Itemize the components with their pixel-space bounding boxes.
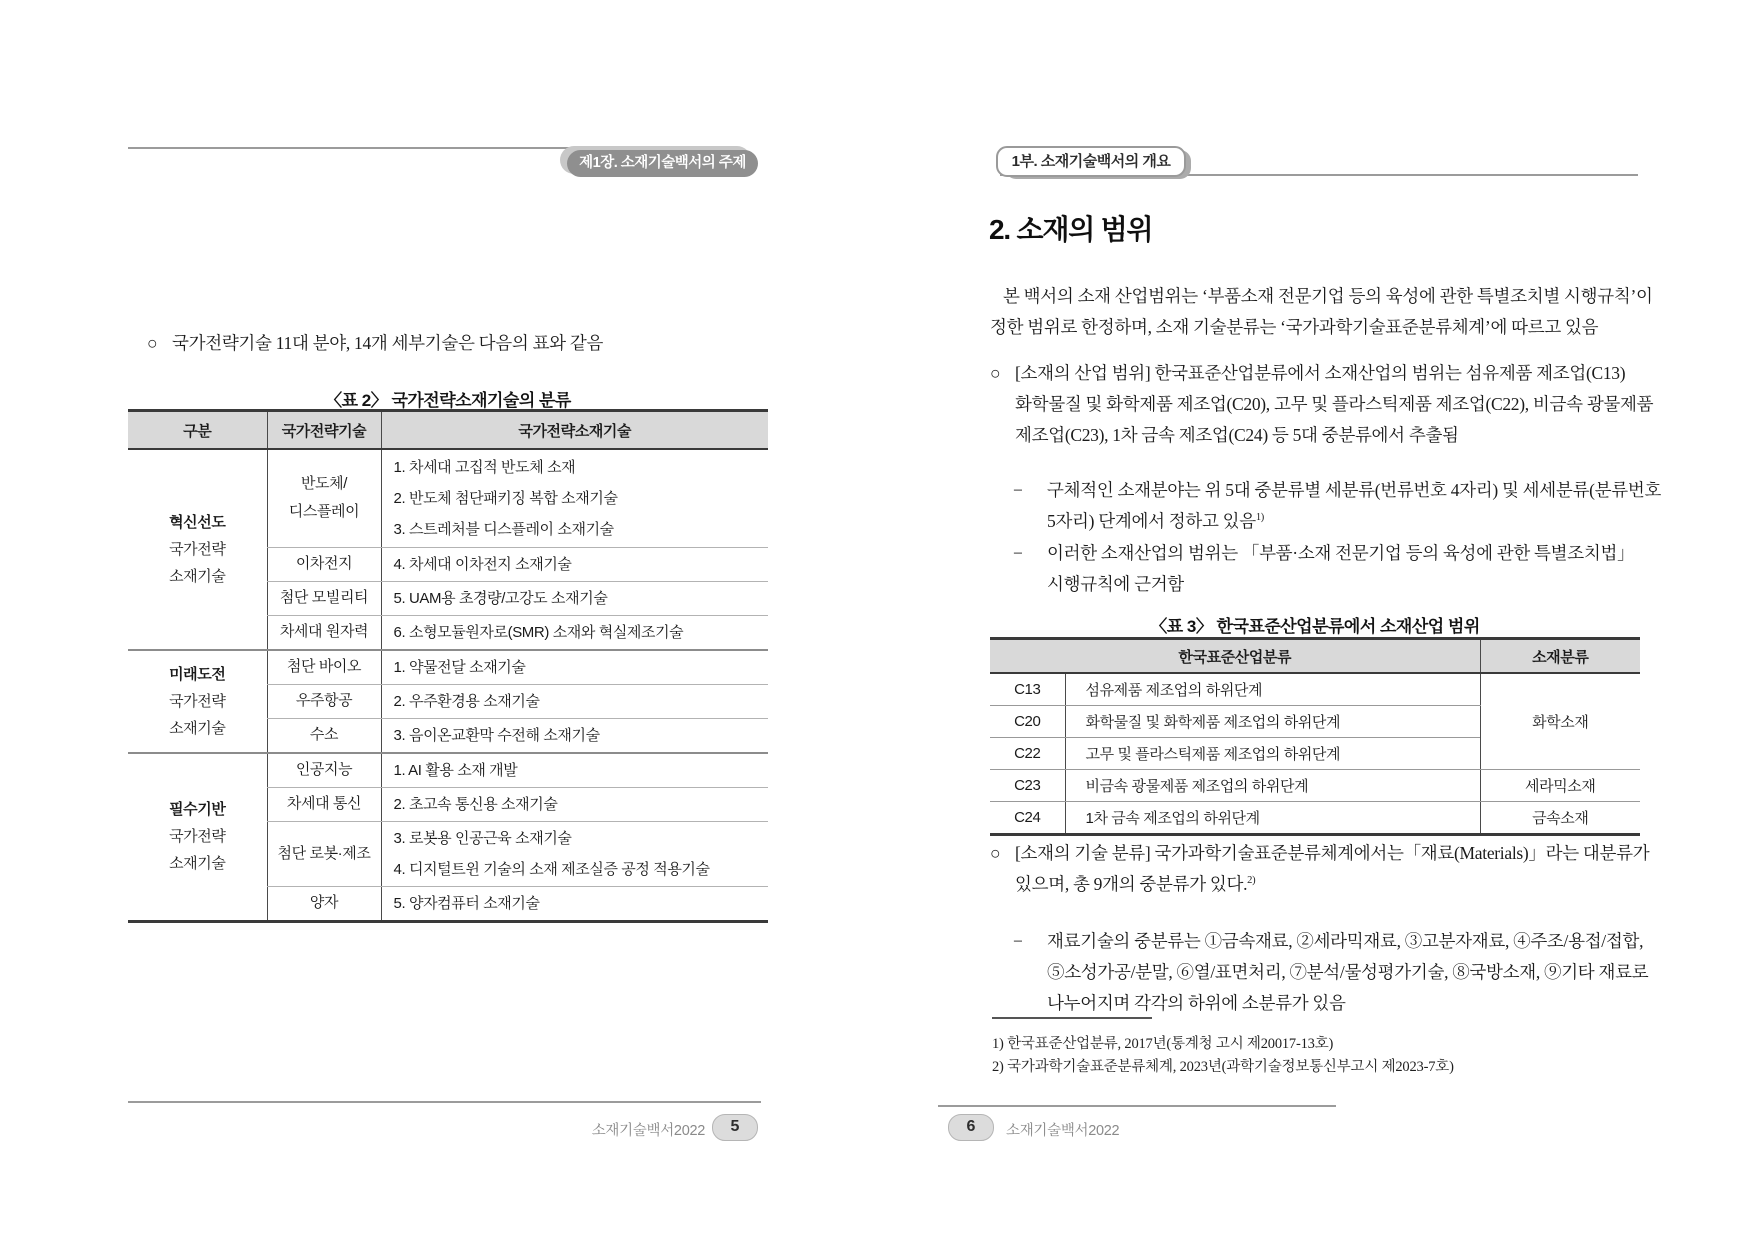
group-innovation-lead — [128, 449, 267, 650]
materials-cell: 1. 약물전달 소재기술 — [381, 650, 768, 685]
bullet2-line-2: 있으며, 총 9개의 중분류가 있다.$^{2)}$ — [1015, 874, 1256, 894]
group-label-bold: 혁신선도 — [169, 513, 226, 531]
material-category-chemical: 화학소재 — [1480, 673, 1640, 770]
tech-cell: 차세대 통신 — [267, 787, 381, 821]
ksic-code: C20 — [990, 706, 1065, 738]
right-page-number: 6 — [948, 1114, 994, 1141]
group-label-bold: 필수기반 — [169, 801, 226, 818]
footnote-2: 2) 국가과학기술표준분류체계, 2023년(과학기술정보통신부고시 제2023-7호) — [992, 1059, 1454, 1075]
materials-cell: 2. 초고속 통신용 소재기술 — [381, 787, 768, 821]
tech-cell: 반도체/ 디스플레이 — [267, 449, 381, 547]
footnote-1: 1) 한국표준산업분류, 2017년(통계청 고시 제20017-13호) — [992, 1036, 1334, 1052]
ksic-code: C24 — [990, 802, 1065, 835]
left-header-tab-label: 제1장. 소재기술백서의 주제 — [567, 150, 758, 177]
bullet1-line-2: 화학물질 및 화학제품 제조업(C20), 고무 및 플라스틱제품 제조업(C22), 비금속 광물제품 — [1015, 394, 1654, 414]
materials-cell: 3. 음이온교환막 수전해 소재기술 — [381, 718, 768, 753]
ksic-desc: 비금속 광물제품 제조업의 하위단계 — [1065, 770, 1480, 802]
circle-bullet-icon: ○ — [147, 333, 158, 353]
ksic-code: C23 — [990, 770, 1065, 802]
left-header-rule — [128, 147, 573, 149]
table2-col-materials: 국가전략소재기술 — [381, 411, 768, 450]
sub3-line-3: 나누어지며 각각의 하위에 소분류가 있음 — [1047, 993, 1346, 1013]
intro-line-2: 정한 범위로 한정하며, 소재 기술분류는 ‘국가과학기술표준분류체계’에 따르고 있음 — [990, 317, 1599, 337]
materials-cell: 1. 차세대 고집적 반도체 소재 2. 반도체 첨단패키징 복합 소재기술 3. 스트레처블 디스플레이 소재기술 — [381, 449, 768, 547]
intro-line-1: 본 백서의 소재 산업범위는 ‘부품소재 전문기업 등의 육성에 관한 특별조치별 시행규칙’이 — [1003, 286, 1653, 306]
table3-title: 〈표 3〉 한국표준산업분류에서 소재산업 범위 — [1150, 617, 1480, 636]
table3-col-category: 소재분류 — [1480, 639, 1640, 674]
right-header-tab-label: 1부. 소재기술백서의 개요 — [996, 146, 1186, 177]
group-label: 국가전략 — [169, 692, 226, 710]
materials-cell: 5. UAM용 초경량/고강도 소재기술 — [381, 581, 768, 615]
tech-cell: 우주항공 — [267, 684, 381, 718]
left-header-tab — [560, 146, 760, 179]
group-label: 국가전략 — [169, 828, 226, 845]
table-row — [990, 770, 1640, 802]
table-row — [990, 673, 1640, 706]
left-bullet-line — [147, 330, 603, 355]
right-footer-rule — [938, 1105, 1336, 1107]
sub1-line-2: 5자리) 단계에서 정하고 있음$^{1)}$ — [1047, 511, 1265, 531]
ksic-desc: 고무 및 플라스틱제품 제조업의 하위단계 — [1065, 738, 1480, 770]
materials-cell: 1. AI 활용 소재 개발 — [381, 753, 768, 788]
tech-cell: 첨단 바이오 — [267, 650, 381, 685]
group-label: 국가전략 — [169, 540, 226, 558]
bullet1-line-3: 제조업(C23), 1차 금속 제조업(C24) 등 5대 중분류에서 추출됨 — [1015, 425, 1459, 445]
sub2-line-2: 시행규칙에 근거함 — [1047, 574, 1184, 594]
ksic-desc: 섬유제품 제조업의 하위단계 — [1065, 673, 1480, 706]
table-row — [128, 449, 768, 547]
ksic-code: C22 — [990, 738, 1065, 770]
material-category-ceramic: 세라믹소재 — [1480, 770, 1640, 802]
group-label: 소재기술 — [169, 719, 226, 737]
group-essential-base — [128, 753, 267, 922]
table3-col-ksic: 한국표준산업분류 — [990, 639, 1480, 674]
sub3-line-2: ⑤소성가공/분말, ⑥열/표면처리, ⑦분석/물성평가기술, ⑧국방소재, ⑨기타 재료로 — [1047, 962, 1649, 982]
table-material-industry-scope — [990, 637, 1640, 836]
bullet1-line-1: ○ [소재의 산업 범위] 한국표준산업분류에서 소재산업의 범위는 섬유제품 제조업(C13) — [990, 363, 1626, 383]
table2-title: 〈표 2〉 국가전략소재기술의 분류 — [325, 391, 571, 410]
group-label-bold: 미래도전 — [169, 665, 226, 683]
group-label: 소재기술 — [169, 567, 226, 585]
tech-cell: 차세대 원자력 — [267, 615, 381, 650]
right-header-tab — [996, 146, 1196, 182]
table-row — [128, 753, 768, 788]
material-category-metal: 금속소재 — [1480, 802, 1640, 835]
table-row — [990, 802, 1640, 835]
table2-col-tech: 국가전략기술 — [267, 411, 381, 450]
circle-bullet-icon: ○ — [990, 363, 1001, 383]
left-bullet-text: 국가전략기술 11대 분야, 14개 세부기술은 다음의 표와 같음 — [172, 333, 604, 353]
sub1-line-1: − 구체적인 소재분야는 위 5대 중분류별 세분류(번류번호 4자리) 및 세세분류(분류번호 — [1013, 480, 1662, 500]
right-footer-book-title: 소재기술백서2022 — [1006, 1123, 1120, 1139]
materials-cell: 6. 소형모듈원자로(SMR) 소재와 혁실제조기술 — [381, 615, 768, 650]
tech-cell: 첨단 로봇·제조 — [267, 821, 381, 886]
left-footer-book-title: 소재기술백서2022 — [591, 1123, 705, 1139]
dash-bullet-icon: − — [1013, 931, 1023, 951]
table-national-strategy-materials — [128, 409, 768, 923]
tech-cell: 인공지능 — [267, 753, 381, 788]
materials-cell: 4. 차세대 이차전지 소재기술 — [381, 547, 768, 581]
dash-bullet-icon: − — [1013, 543, 1023, 563]
materials-cell: 3. 로봇용 인공근육 소재기술 4. 디지털트윈 기술의 소재 제조실증 공정 적용기술 — [381, 821, 768, 886]
footnote-ref-1: 1) — [1255, 512, 1265, 524]
tech-cell: 이차전지 — [267, 547, 381, 581]
materials-cell: 2. 우주환경용 소재기술 — [381, 684, 768, 718]
section-title: 2. 소재의 범위 — [989, 214, 1153, 245]
tech-cell: 첨단 모빌리티 — [267, 581, 381, 615]
sub3-line-1: − 재료기술의 중분류는 ①금속재료, ②세라믹재료, ③고분자재료, ④주조/용접/접합, — [1013, 931, 1644, 951]
left-page-number: 5 — [712, 1114, 758, 1141]
table2-header-row — [128, 411, 768, 450]
table2-col-gubun: 구분 — [128, 411, 267, 450]
sub2-line-1: − 이러한 소재산업의 범위는 「부품·소재 전문기업 등의 육성에 관한 특별조치법」 — [1013, 543, 1635, 563]
footnote-ref-2: 2) — [1247, 875, 1256, 887]
left-footer-rule — [128, 1101, 761, 1103]
group-label: 소재기술 — [169, 855, 226, 872]
table3-header-row — [990, 639, 1640, 674]
footnote-rule — [992, 1017, 1152, 1019]
table-row — [128, 650, 768, 685]
materials-cell: 5. 양자컴퓨터 소재기술 — [381, 886, 768, 921]
group-future-challenge — [128, 650, 267, 753]
ksic-desc: 화학물질 및 화학제품 제조업의 하위단계 — [1065, 706, 1480, 738]
ksic-desc: 1차 금속 제조업의 하위단계 — [1065, 802, 1480, 835]
tech-cell: 수소 — [267, 718, 381, 753]
tech-cell: 양자 — [267, 886, 381, 921]
ksic-code: C13 — [990, 673, 1065, 706]
dash-bullet-icon: − — [1013, 480, 1023, 500]
circle-bullet-icon: ○ — [990, 843, 1001, 863]
bullet2-line-1: ○ [소재의 기술 분류] 국가과학기술표준분류체계에서는「재료(Materials)」라는 대분류가 — [990, 843, 1650, 863]
